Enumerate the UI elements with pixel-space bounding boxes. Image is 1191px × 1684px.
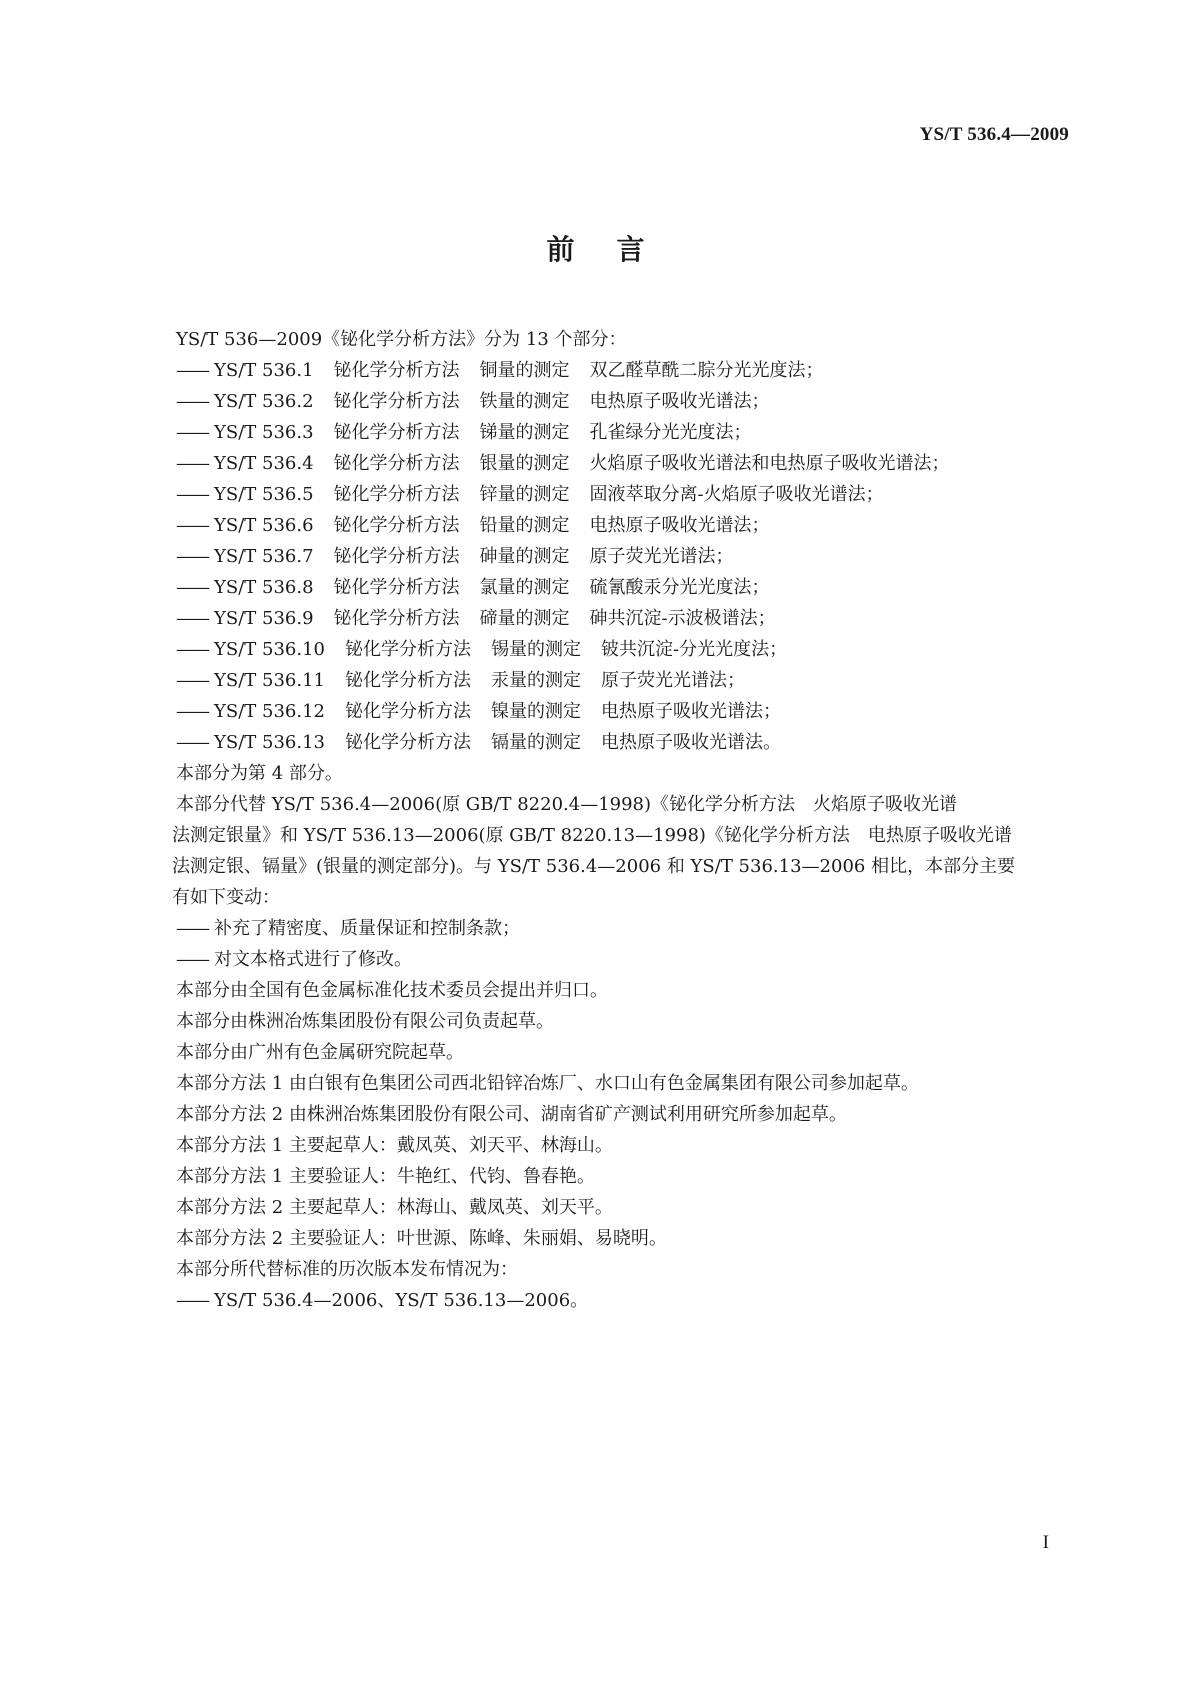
- part-element: 镍量的测定: [491, 701, 581, 722]
- part-element: 碲量的测定: [479, 608, 570, 629]
- part-series: 铋化学分析方法: [333, 360, 460, 381]
- part-method: 固液萃取分离-火焰原子吸收光谱法；: [589, 484, 884, 505]
- part-dash: ——: [176, 391, 208, 412]
- changes-list: [176, 913, 1058, 975]
- statement: 本部分方法 2 主要验证人：叶世源、陈峰、朱丽娟、易晓明。: [176, 1228, 667, 1249]
- part-list-item: [176, 541, 1058, 572]
- part-code: YS/T 536.8: [214, 577, 314, 598]
- part-code: YS/T 536.5: [214, 484, 314, 505]
- part-series: 铋化学分析方法: [345, 701, 471, 722]
- part-list-item: [176, 479, 1058, 510]
- part-code: YS/T 536.3: [214, 422, 314, 443]
- part-element: 锑量的测定: [479, 422, 570, 443]
- part-dash: ——: [176, 639, 208, 660]
- part-code: YS/T 536.10: [214, 639, 325, 660]
- part-element: 锡量的测定: [491, 639, 581, 660]
- part-dash: ——: [176, 453, 208, 474]
- page-title: 前言: [546, 233, 687, 266]
- part-list-item: [176, 603, 1058, 634]
- replacement-line: 法测定银量》和 YS/T 536.13—2006(原 GB/T 8220.13—1998)《铋化学分析方法 电热原子吸收光谱: [172, 825, 1012, 846]
- part-code: YS/T 536.4: [214, 453, 314, 474]
- statement: 本部分方法 2 主要起草人：林海山、戴凤英、刘天平。: [176, 1197, 613, 1218]
- part-dash: ——: [176, 670, 208, 691]
- part-dash: ——: [176, 484, 208, 505]
- part-list-item: [176, 572, 1058, 603]
- part-element: 砷量的测定: [479, 546, 570, 567]
- part-element: 汞量的测定: [491, 670, 581, 691]
- part-list-item: [176, 448, 1058, 479]
- part-dash: ——: [176, 608, 208, 629]
- part-dash: ——: [176, 546, 208, 567]
- statement: 本部分方法 1 主要起草人：戴凤英、刘天平、林海山。: [176, 1135, 613, 1156]
- statements-list: [176, 975, 1058, 1285]
- part-list-item: [176, 417, 1058, 448]
- statement: 本部分由全国有色金属标准化技术委员会提出并归口。: [176, 980, 608, 1001]
- part-list-item: [176, 727, 1058, 758]
- statement: 本部分方法 1 由白银有色集团公司西北铅锌冶炼厂、水口山有色金属集团有限公司参加起草。: [176, 1073, 919, 1094]
- part-element: 镉量的测定: [491, 732, 581, 753]
- intro-text: YS/T 536—2009《铋化学分析方法》分为 13 个部分：: [176, 329, 627, 350]
- part-list-item: [176, 386, 1058, 417]
- part-method: 火焰原子吸收光谱法和电热原子吸收光谱法；: [589, 453, 950, 474]
- part-method: 原子荧光光谱法；: [601, 670, 745, 691]
- part-code: YS/T 536.12: [214, 701, 325, 722]
- part-method: 铍共沉淀-分光光度法；: [601, 639, 788, 660]
- part-code: YS/T 536.13: [214, 732, 325, 753]
- part-element: 铜量的测定: [479, 360, 570, 381]
- part-statement: 本部分为第 4 部分。: [176, 763, 343, 784]
- part-dash: ——: [176, 515, 208, 536]
- part-method: 电热原子吸收光谱法；: [589, 391, 770, 412]
- part-list-item: [176, 510, 1058, 541]
- part-list-item: [176, 665, 1058, 696]
- part-series: 铋化学分析方法: [333, 577, 460, 598]
- list-item: —— 补充了精密度、质量保证和控制条款；: [176, 918, 520, 939]
- part-method: 孔雀绿分光光度法；: [589, 422, 752, 443]
- part-code: YS/T 536.2: [214, 391, 314, 412]
- part-element: 锌量的测定: [479, 484, 570, 505]
- part-element: 银量的测定: [479, 453, 570, 474]
- replacement-line: 有如下变动：: [172, 887, 280, 908]
- part-code: YS/T 536.9: [214, 608, 314, 629]
- statement: 本部分方法 1 主要验证人：牛艳红、代钧、鲁春艳。: [176, 1166, 595, 1187]
- part-method: 原子荧光光谱法；: [589, 546, 734, 567]
- statement: 本部分由株洲冶炼集团股份有限公司负责起草。: [176, 1011, 554, 1032]
- part-dash: ——: [176, 577, 208, 598]
- part-list-item: [176, 696, 1058, 727]
- part-dash: ——: [176, 701, 208, 722]
- part-code: YS/T 536.11: [214, 670, 325, 691]
- part-series: 铋化学分析方法: [333, 546, 460, 567]
- part-series: 铋化学分析方法: [333, 422, 460, 443]
- part-method: 双乙醛草酰二腙分光光度法；: [589, 360, 824, 381]
- part-series: 铋化学分析方法: [333, 453, 460, 474]
- page-number: I: [1042, 1532, 1049, 1553]
- part-element: 氯量的测定: [479, 577, 570, 598]
- foreword-body: [172, 324, 1058, 1316]
- statement: 本部分方法 2 由株洲冶炼集团股份有限公司、湖南省矿产测试利用研究所参加起草。: [176, 1104, 847, 1125]
- part-series: 铋化学分析方法: [345, 670, 471, 691]
- part-method: 硫氰酸汞分光光度法；: [589, 577, 770, 598]
- statement: 本部分由广州有色金属研究院起草。: [176, 1042, 464, 1063]
- part-series: 铋化学分析方法: [345, 639, 471, 660]
- part-code: YS/T 536.1: [214, 360, 314, 381]
- part-dash: ——: [176, 732, 208, 753]
- standard-code: YS/T 536.4—2009: [919, 124, 1069, 145]
- part-dash: ——: [176, 422, 208, 443]
- part-series: 铋化学分析方法: [345, 732, 471, 753]
- replacement-line: 法测定银、镉量》(银量的测定部分)。与 YS/T 536.4—2006 和 YS/T 536.13—2006 相比，本部分主要: [172, 856, 1016, 877]
- part-series: 铋化学分析方法: [333, 391, 460, 412]
- part-list-item: [176, 355, 1058, 386]
- part-method: 电热原子吸收光谱法；: [601, 701, 781, 722]
- part-code: YS/T 536.7: [214, 546, 314, 567]
- part-method: 砷共沉淀-示波极谱法；: [589, 608, 776, 629]
- part-method: 电热原子吸收光谱法。: [601, 732, 781, 753]
- parts-list: [176, 355, 1058, 758]
- statement: 本部分所代替标准的历次版本发布情况为：: [176, 1259, 518, 1280]
- list-item: —— 对文本格式进行了修改。: [176, 949, 412, 970]
- replacement-line: 本部分代替 YS/T 536.4—2006(原 GB/T 8220.4—1998)《铋化学分析方法 火焰原子吸收光谱: [176, 794, 958, 815]
- replacement-paragraph: [172, 789, 1058, 913]
- part-element: 铅量的测定: [479, 515, 570, 536]
- part-list-item: [176, 634, 1058, 665]
- part-series: 铋化学分析方法: [333, 484, 460, 505]
- part-dash: ——: [176, 360, 208, 381]
- history-item: —— YS/T 536.4—2006、YS/T 536.13—2006。: [176, 1290, 589, 1311]
- part-series: 铋化学分析方法: [333, 608, 460, 629]
- part-element: 铁量的测定: [479, 391, 570, 412]
- part-method: 电热原子吸收光谱法；: [589, 515, 770, 536]
- part-series: 铋化学分析方法: [333, 515, 460, 536]
- part-code: YS/T 536.6: [214, 515, 314, 536]
